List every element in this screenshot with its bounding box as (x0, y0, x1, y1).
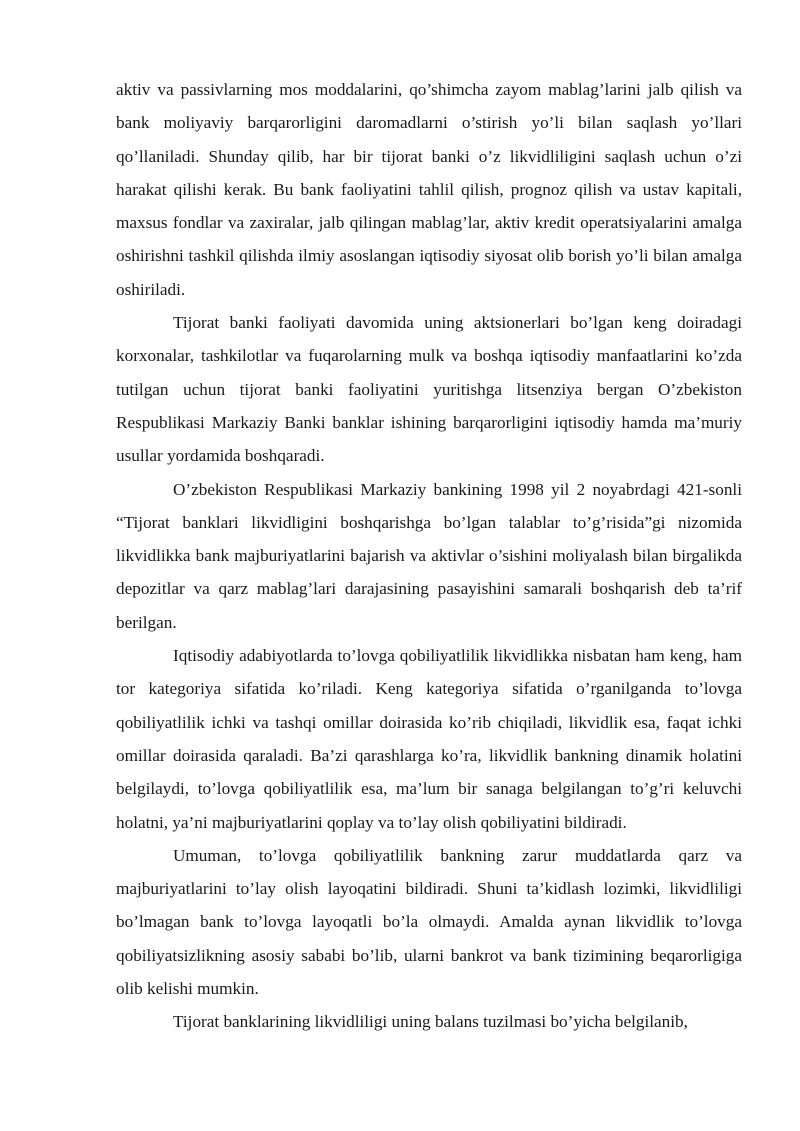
paragraph-5: Umuman, to’lovga qobiliyatlilik bankning zarur muddatlarda qarz va majburiyatlarini to’lay olish layoqatini bildiradi. Shuni ta’kidlash lozimki, likvidliligi bo’lmagan bank to’lovga layoqatli bo’la olmaydi. Amalda aynan likvidlik to’lovga qobiliyatsizlikning asosiy sababi bo’lib, ularni bankrot va bank tizimining beqarorligiga olib kelishi mumkin. (116, 845, 742, 999)
paragraph-1: aktiv va passivlarning mos moddalarini, qo’shimcha zayom mablag’larini jalb qilish va bank moliyaviy barqarorligini daromadlarni o’stirish yo’li bilan saqlash yo’llari qo’llaniladi. Shunday qilib, har bir tijorat banki o’z likvidliligini saqlash uchun o’zi harakat qilishi kerak. Bu bank faoliyatini tahlil qilish, prognoz qilish va ustav kapitali, maxsus fondlar va zaxiralar, jalb qilingan mablag’lar, aktiv kredit operatsiyalarini amalga oshirishni tashkil qilishda ilmiy asoslangan iqtisodiy siyosat olib borish yo’li bilan amalga oshiriladi. (116, 80, 742, 299)
paragraph-2: Tijorat banki faoliyati davomida uning aktsionerlari bo’lgan keng doiradagi korxonalar, tashkilotlar va fuqarolarning mulk va boshqa iqtisodiy manfaatlarini ko’zda tutilgan uchun tijorat banki faoliyatini yuritishga litsenziya bergan O’zbekiston Respublikasi Markaziy Banki banklar ishining barqarorligini iqtisodiy hamda ma’muriy usullar yordamida boshqaradi. (116, 313, 742, 466)
document-page (116, 73, 742, 1039)
paragraph-6: Tijorat banklarining likvidliligi uning balans tuzilmasi bo’yicha belgilanib, (173, 1012, 688, 1032)
paragraph-4: Iqtisodiy adabiyotlarda to’lovga qobiliyatlilik likvidlikka nisbatan ham keng, ham tor kategoriya sifatida ko’riladi. Keng kategoriya sifatida o’rganilganda to’lovga qobiliyatlilik ichki va tashqi omillar doirasida ko’rib chiqiladi, likvidlik esa, faqat ichki omillar doirasida qaraladi. Ba’zi qarashlarga ko’ra, likvidlik bankning dinamik holatini belgilaydi, to’lovga qobiliyatlilik esa, ma’lum bir sanaga belgilangan to’g’ri keluvchi holatni, ya’ni majburiyatlarini qoplay va to’lay olish qobiliyatini bildiradi. (116, 646, 742, 832)
paragraph-3: O’zbekiston Respublikasi Markaziy bankining 1998 yil 2 noyabrdagi 421-sonli “Tijorat banklari likvidligini boshqarishga bo’lgan talablar to’g’risida”gi nizomida likvidlikka bank majburiyatlarini bajarish va aktivlar o’sishini moliyalash bilan birgalikda depozitlar va qarz mablag’lari darajasining pasayishini samarali boshqarish deb ta’rif berilgan. (116, 479, 742, 632)
